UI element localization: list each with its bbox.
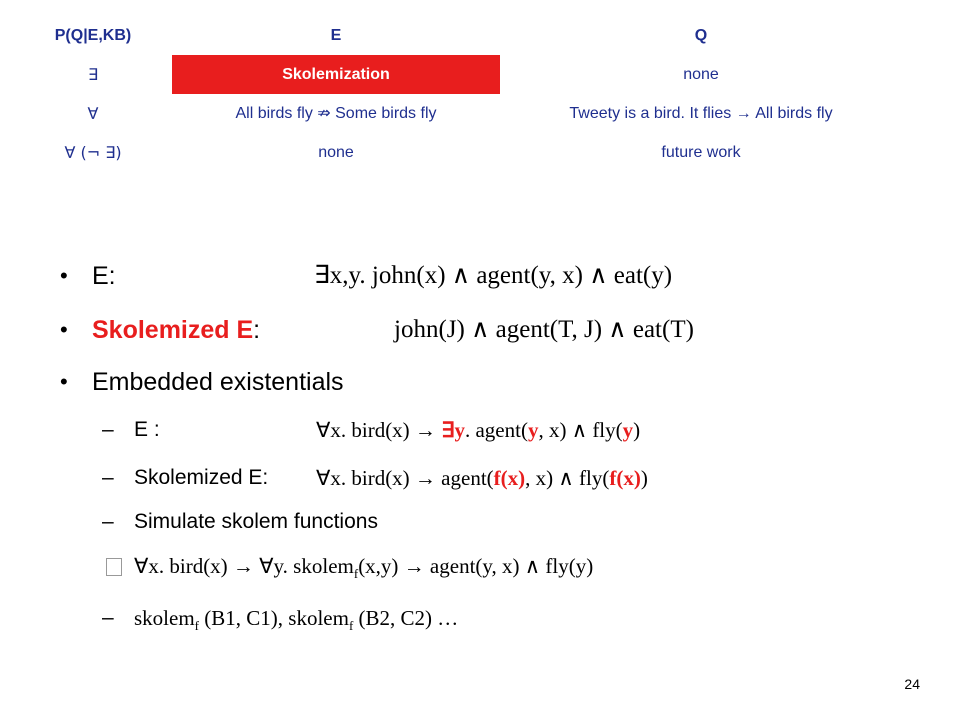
bullet-label: E: — [92, 262, 116, 290]
skolemized-label: Skolemized E — [92, 316, 254, 344]
dash-glyph: – — [102, 466, 114, 489]
table-header: E — [330, 27, 342, 44]
formula: john(J) ∧ agent(T, J) ∧ eat(T) — [394, 316, 694, 343]
sub-label: Skolemized E: — [134, 466, 269, 489]
formula: ∀x. bird(x) → agent(f(x), x) ∧ fly(f(x)) — [316, 466, 648, 490]
sub-item-skolemized — [0, 460, 960, 500]
table-cell: All birds fly ⇏ Some birds fly — [235, 105, 437, 122]
table-cell: Tweety is a bird. It flies → All birds fly — [569, 104, 833, 122]
bullet-embedded — [0, 362, 960, 402]
dash-glyph: – — [102, 510, 114, 533]
bullet-glyph: • — [60, 263, 68, 288]
summary-table — [14, 16, 902, 172]
formula: ∀x. bird(x) → ∃y. agent(y, x) ∧ fly(y) — [316, 418, 641, 442]
sub-label: E : — [134, 418, 160, 441]
dash-glyph: – — [102, 606, 114, 629]
table-cell: ∃ — [87, 65, 99, 84]
page-number: 24 — [904, 676, 920, 692]
bullet-glyph: • — [60, 369, 68, 394]
missing-glyph-icon — [106, 558, 122, 576]
sub-item-formula — [0, 548, 960, 588]
label-colon: : — [253, 316, 261, 344]
bullet-skolemized-e — [0, 310, 960, 350]
sub-item-e — [0, 412, 960, 452]
table-header-row — [14, 16, 902, 55]
bullet-label: Embedded existentials — [92, 368, 344, 396]
formula: ∀x. bird(x) → ∀y. skolem$_f$(x,y) → agent(y, x) ∧ fly(y) — [134, 554, 594, 582]
bullet-e — [0, 256, 960, 296]
formula: ∃x,y. john(x) ∧ agent(y, x) ∧ eat(y) — [314, 262, 673, 289]
table-cell: none — [683, 65, 719, 83]
bullet-glyph: • — [60, 317, 68, 342]
sub-item-simulate — [0, 504, 960, 544]
table-header: P(Q|E,KB) — [54, 26, 132, 44]
table-row — [14, 133, 902, 172]
bullet-label — [92, 310, 260, 350]
sub-item-skolem-examples — [0, 600, 960, 640]
table-cell: future work — [661, 143, 741, 161]
dash-glyph: – — [102, 418, 114, 441]
table-row — [14, 94, 902, 133]
table-row — [14, 55, 902, 94]
table-cell: ∀ (¬ ∃) — [64, 143, 122, 162]
table-cell: none — [318, 144, 354, 161]
sub-label: Simulate skolem functions — [134, 510, 378, 533]
formula: skolem$_f$ (B1, C1), skolem$_f$ (B2, C2) … — [134, 606, 459, 634]
table-cell-highlight: Skolemization — [172, 55, 500, 94]
table-header: Q — [694, 26, 708, 44]
table-cell: ∀ — [87, 104, 99, 123]
